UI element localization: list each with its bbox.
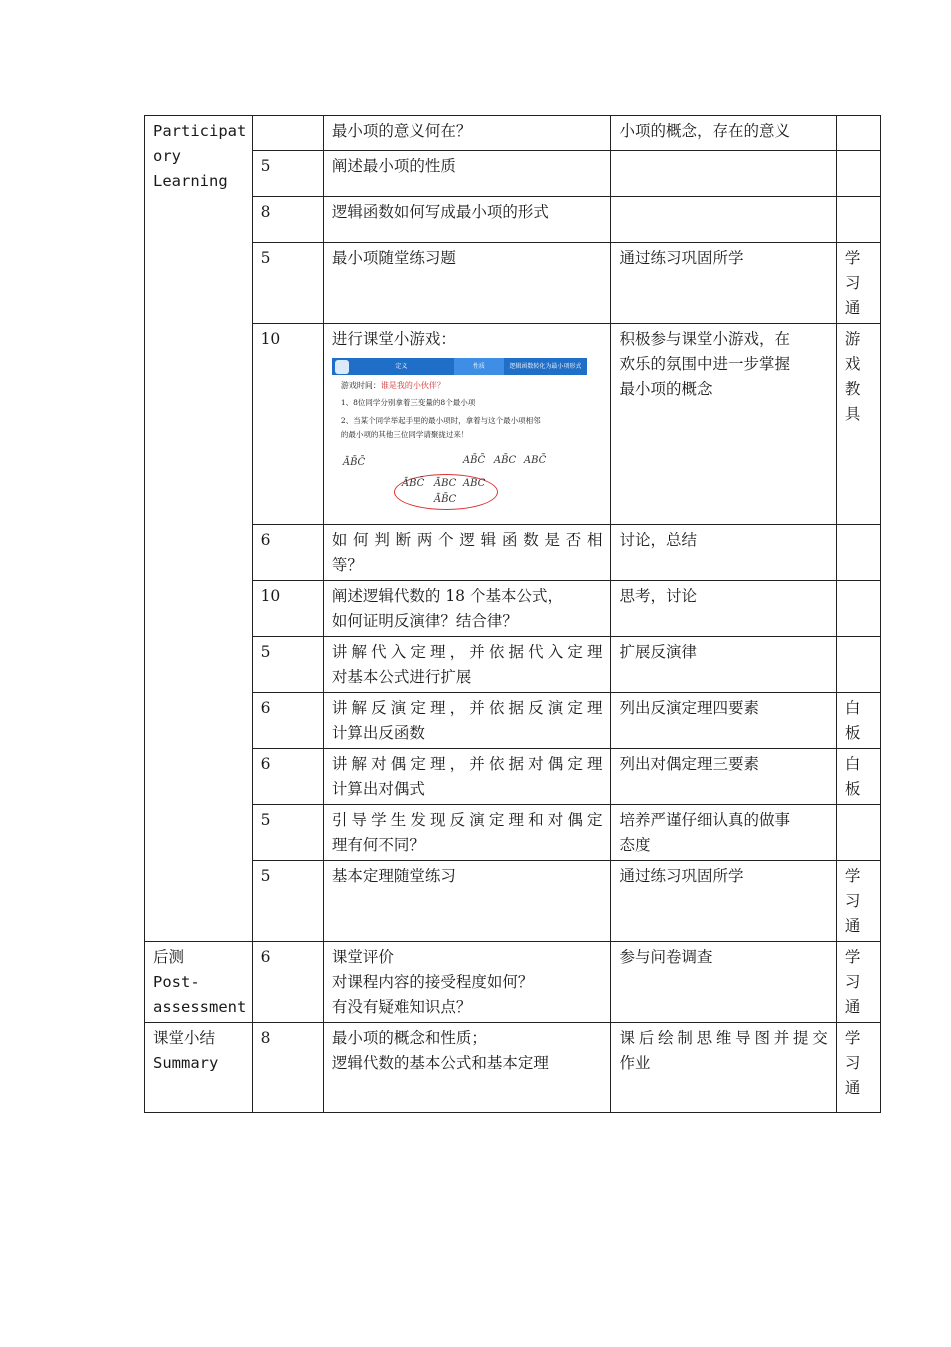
- activity-text: 课堂评价: [331, 948, 394, 966]
- tool-cell: 白板: [836, 693, 880, 749]
- tool-cell: 学习通: [836, 1023, 880, 1113]
- activity-cell: [323, 1023, 611, 1113]
- table-row: [145, 693, 881, 749]
- activity-cell: [323, 324, 611, 525]
- student-cell: [611, 581, 836, 637]
- slide-line: 1、8位同学分别拿着三变量的8个最小项: [340, 398, 476, 407]
- activity-text: 如何判断两个逻辑函数是否相: [331, 531, 603, 549]
- game-slide-image: [332, 358, 587, 514]
- time-cell: 6: [252, 749, 323, 805]
- activity-cell: [323, 581, 611, 637]
- activity-text: 引导学生发现反演定理和对偶定: [331, 811, 603, 829]
- slide-header-bar: [332, 358, 587, 375]
- activity-text: 有没有疑难知识点？: [331, 998, 472, 1016]
- tool-cell: [836, 116, 880, 151]
- activity-text: 对课程内容的接受程度如何？: [331, 973, 534, 991]
- activity-text: 阐述逻辑代数的 18 个基本公式，: [331, 587, 563, 605]
- minterm-label: ĀBC̄: [401, 478, 425, 489]
- student-text: 思考，讨论: [619, 587, 697, 605]
- minterm-label: ĀB̄C̄: [342, 457, 366, 468]
- activity-cell: [323, 693, 611, 749]
- activity-text: 逻辑代数的基本公式和基本定理: [331, 1054, 549, 1072]
- student-text: 通过练习巩固所学: [619, 249, 744, 267]
- activity-text: 计算出对偶式: [331, 780, 425, 798]
- student-text: 欢乐的氛围中进一步掌握: [619, 355, 790, 373]
- student-text: 态度: [619, 836, 651, 854]
- activity-cell: [323, 861, 611, 942]
- student-cell: [611, 151, 836, 197]
- student-text: 积极参与课堂小游戏，在: [619, 330, 790, 348]
- activity-cell: [323, 525, 611, 581]
- minterm-label: AB̄C̄: [462, 455, 486, 466]
- activity-text: 等？: [331, 556, 363, 574]
- student-cell: [611, 637, 836, 693]
- stage-label: Participat: [153, 122, 247, 140]
- activity-text: 如何证明反演律？结合律？: [331, 612, 518, 630]
- student-cell: [611, 197, 836, 243]
- student-cell: [611, 525, 836, 581]
- activity-text: 基本定理随堂练习: [331, 867, 456, 885]
- stage-cell-summary: [145, 1023, 253, 1113]
- slide-title: 游戏时间：谁是我的小伙伴？: [340, 381, 445, 390]
- time-cell: 8: [252, 1023, 323, 1113]
- minterm-label: ĀBC: [433, 478, 457, 489]
- minterm-label: AB̄C: [493, 455, 517, 466]
- activity-cell: [323, 243, 611, 324]
- table-row: [145, 324, 881, 525]
- slide-tab: 逻辑函数转化为最小项形式: [509, 363, 582, 370]
- slide-line: 2、当某个同学举起手里的最小项时，拿着与这个最小项相邻: [340, 416, 541, 425]
- tool-cell: 学习通: [836, 942, 880, 1023]
- activity-text: 计算出反函数: [331, 724, 425, 742]
- table-row: [145, 861, 881, 942]
- time-cell: 5: [252, 805, 323, 861]
- school-logo-icon: [335, 360, 349, 374]
- table-row: [145, 151, 881, 197]
- student-text: 讨论，总结: [619, 531, 697, 549]
- student-cell: [611, 1023, 836, 1113]
- time-cell: [252, 116, 323, 151]
- table-row: [145, 942, 881, 1023]
- tool-cell: [836, 525, 880, 581]
- minterm-label: ABC̄: [523, 455, 547, 466]
- lesson-plan-table: [144, 115, 881, 1113]
- tool-cell: 游戏教具: [836, 324, 880, 525]
- time-cell: 6: [252, 942, 323, 1023]
- time-cell: 6: [252, 525, 323, 581]
- student-cell: [611, 243, 836, 324]
- activity-text: 理有何不同？: [331, 836, 425, 854]
- time-cell: 5: [252, 637, 323, 693]
- student-cell: [611, 805, 836, 861]
- activity-cell: [323, 749, 611, 805]
- student-text: 课后绘制思维导图并提交: [619, 1029, 828, 1047]
- stage-label: 后测: [153, 948, 185, 966]
- slide-line: 的最小项的其他三位同学请聚拢过来！: [340, 430, 469, 439]
- minterm-label: ABC: [462, 478, 486, 489]
- table-row: [145, 805, 881, 861]
- table-row: [145, 525, 881, 581]
- minterm-label: ĀB̄C: [433, 494, 457, 505]
- activity-text: 最小项随堂练习题: [331, 249, 456, 267]
- student-text: 最小项的概念: [619, 380, 713, 398]
- student-text: 列出反演定理四要素: [619, 699, 759, 717]
- tool-cell: 学习通: [836, 243, 880, 324]
- time-cell: 10: [252, 324, 323, 525]
- activity-text: 逻辑函数如何写成最小项的形式: [331, 203, 549, 221]
- activity-cell: [323, 805, 611, 861]
- activity-cell: [323, 942, 611, 1023]
- student-cell: [611, 861, 836, 942]
- stage-cell-participatory: [145, 116, 253, 942]
- stage-label: assessment: [153, 998, 247, 1016]
- activity-text: 最小项的概念和性质；: [331, 1029, 487, 1047]
- student-text: 培养严谨仔细认真的做事: [619, 811, 790, 829]
- activity-cell: [323, 116, 611, 151]
- slide-tab: 定义: [395, 363, 408, 370]
- activity-text: 对基本公式进行扩展: [331, 668, 472, 686]
- stage-label: Post-: [153, 973, 200, 991]
- student-text: 小项的概念，存在的意义: [619, 122, 790, 140]
- activity-cell: [323, 197, 611, 243]
- stage-label: ory: [153, 147, 181, 165]
- student-cell: [611, 942, 836, 1023]
- table-row: [145, 581, 881, 637]
- tool-cell: [836, 805, 880, 861]
- student-text: 扩展反演律: [619, 643, 697, 661]
- student-cell: [611, 324, 836, 525]
- time-cell: 5: [252, 861, 323, 942]
- activity-cell: [323, 637, 611, 693]
- table-row: [145, 116, 881, 151]
- tool-cell: 白板: [836, 749, 880, 805]
- activity-text: 讲解对偶定理，并依据对偶定理: [331, 755, 603, 773]
- table-row: [145, 197, 881, 243]
- tool-cell: 学习通: [836, 861, 880, 942]
- time-cell: 8: [252, 197, 323, 243]
- activity-text: 讲解反演定理，并依据反演定理: [331, 699, 603, 717]
- table-row: [145, 637, 881, 693]
- time-cell: 6: [252, 693, 323, 749]
- student-text: 参与问卷调查: [619, 948, 713, 966]
- stage-label: Learning: [153, 172, 228, 190]
- table-row: [145, 1023, 881, 1113]
- student-text: 通过练习巩固所学: [619, 867, 744, 885]
- table-row: [145, 749, 881, 805]
- time-cell: 10: [252, 581, 323, 637]
- activity-text: 阐述最小项的性质: [331, 157, 456, 175]
- tool-cell: [836, 581, 880, 637]
- slide-tab: 性质: [454, 358, 504, 375]
- activity-text: 进行课堂小游戏：: [331, 330, 456, 348]
- tool-cell: [836, 151, 880, 197]
- student-cell: [611, 693, 836, 749]
- activity-text: 讲解代入定理，并依据代入定理: [331, 643, 603, 661]
- student-cell: [611, 116, 836, 151]
- activity-text: 最小项的意义何在？: [331, 122, 472, 140]
- stage-label: 课堂小结: [153, 1029, 216, 1047]
- tool-cell: [836, 637, 880, 693]
- table-row: [145, 243, 881, 324]
- activity-cell: [323, 151, 611, 197]
- time-cell: 5: [252, 151, 323, 197]
- stage-label: Summary: [153, 1054, 219, 1072]
- student-text: 作业: [619, 1054, 651, 1072]
- tool-cell: [836, 197, 880, 243]
- student-text: 列出对偶定理三要素: [619, 755, 759, 773]
- stage-cell-post-assessment: [145, 942, 253, 1023]
- time-cell: 5: [252, 243, 323, 324]
- student-cell: [611, 749, 836, 805]
